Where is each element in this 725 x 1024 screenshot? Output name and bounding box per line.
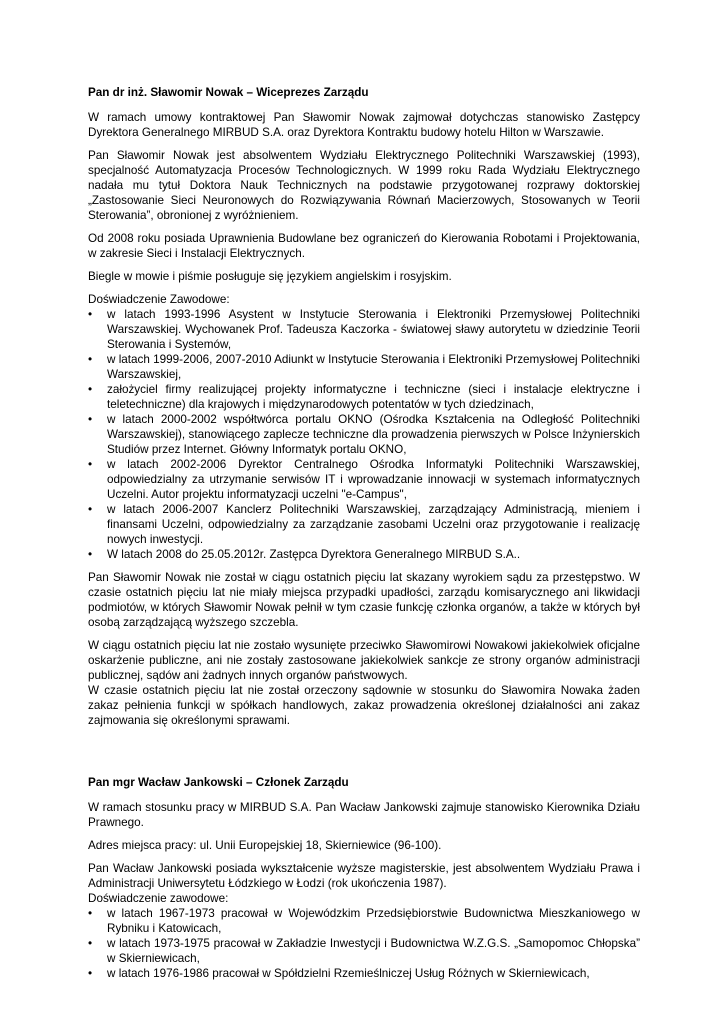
bullet-icon: • [88,308,93,321]
paragraph: Pan Sławomir Nowak nie został w ciągu ostatnich pięciu lat skazany wyrokiem sądu za przestępstwo. W czasie ostatnich pięciu lat nie miały miejsca przypadki upadłości, zarządu komisarycznego ani likwidacji podmiotów, w których Sławomir Nowak pełnił w tym czasie funkcję członka organów, a także w których był osobą zarządzającą wyższego szczebla. [88,571,640,629]
list-item [88,966,640,981]
bullet-icon: • [88,413,93,426]
bullet-icon: • [88,967,93,980]
bullet-icon: • [88,383,93,396]
paragraph: W ramach umowy kontraktowej Pan Sławomir Nowak zajmował dotychczas stanowisko Zastępcy Dyrektora Generalnego MIRBUD S.A. oraz Dyrektora Kontraktu budowy hotelu Hilton w Warszawie. [88,111,640,139]
experience-list-jankowski [88,906,640,981]
paragraph: W ramach stosunku pracy w MIRBUD S.A. Pan Wacław Jankowski zajmuje stanowisko Kierownika Działu Prawnego. [88,801,640,829]
bullet-icon: • [88,548,93,561]
document-page [88,85,640,989]
paragraph: W ciągu ostatnich pięciu lat nie zostało wysunięte przeciwko Sławomirowi Nowakowi jakiekolwiek oficjalne oskarżenie publiczne, ani nie zostały zastosowane jakiekolwiek sankcje ze strony organów administracji publicznej, sądów ani żadnych innych organów państwowych. [88,639,640,682]
list-item [88,906,640,936]
section-heading-jankowski: Pan mgr Wacław Jankowski – Członek Zarządu [88,776,349,789]
list-item [88,547,640,562]
list-item-text: założyciel firmy realizującej projekty informatyczne i techniczne (sieci i instalacje elektryczne i teletechniczne) dla krajowych i międzynarodowych potentatów w tych dziedzinach, [107,383,640,411]
paragraph: Od 2008 roku posiada Uprawnienia Budowlane bez ograniczeń do Kierowania Robotami i Projektowania, w zakresie Sieci i Instalacji Elektrycznych. [88,232,640,260]
bullet-icon: • [88,907,93,920]
bullet-icon: • [88,458,93,471]
experience-label: Doświadczenie zawodowe: [88,892,229,905]
list-item-text: W latach 2008 do 25.05.2012r. Zastępca Dyrektora Generalnego MIRBUD S.A.. [107,548,521,561]
list-item-text: w latach 2002-2006 Dyrektor Centralnego Ośrodka Informatyki Politechniki Warszawskiej, odpowiedzialny za utrzymanie serwisów IT i wprowadzanie innowacji w systemach informatycznych Uczelni. Autor projektu informatyzacji uczelni "e-Campus", [107,458,640,501]
list-item [88,457,640,502]
list-item-text: w latach 2006-2007 Kanclerz Politechniki Warszawskiej, zarządzający Administracją, mieniem i finansami Uczelni, odpowiedzialny za zarządzanie zasobami Uczelni oraz przygotowanie i realizację nowych inwestycji. [107,503,640,546]
bullet-icon: • [88,937,93,950]
list-item-text: w latach 1976-1986 pracował w Spółdzielni Rzemieślniczej Usług Różnych w Skierniewicach, [107,967,590,980]
list-item-text: w latach 2000-2002 współtwórca portalu OKNO (Ośrodka Kształcenia na Odległość Politechniki Warszawskiej), stanowiącego zaplecze techniczne dla prowadzenia pierwszych w Polsce Inżynierskich Studiów przez Internet. Główny Informatyk portalu OKNO, [107,413,640,456]
paragraph: Pan Sławomir Nowak jest absolwentem Wydziału Elektrycznego Politechniki Warszawskiej (1993), specjalność Automatyzacja Procesów Technologicznych. W 1999 roku Rada Wydziału Elektrycznego nadała mu tytuł Doktora Nauk Technicznych na podstawie przygotowanej rozprawy doktorskiej „Zastosowanie Sieci Neuronowych do Rozwiązywania Równań Macierzowych, Stosowanych w Teorii Sterowania”, obronionej z wyróżnieniem. [88,149,640,222]
list-item [88,382,640,412]
list-item-text: w latach 1993-1996 Asystent w Instytucie Sterowania i Elektroniki Przemysłowej Politechniki Warszawskiej. Wychowanek Prof. Tadeusza Kaczorka - światowej sławy autorytetu w dziedzinie Teorii Sterowania i Systemów, [107,308,640,351]
list-item-text: w latach 1999-2006, 2007-2010 Adiunkt w Instytucie Sterowania i Elektroniki Przemysłowej Politechniki Warszawskiej, [107,353,640,381]
list-item-text: w latach 1973-1975 pracował w Zakładzie Inwestycji i Budownictwa W.Z.G.S. „Samopomoc Chłopska” w Skierniewicach, [107,937,640,965]
list-item-text: w latach 1967-1973 pracował w Wojewódzkim Przedsiębiorstwie Budownictwa Mieszkaniowego w Rybniku i Katowicach, [107,907,640,935]
paragraph: W czasie ostatnich pięciu lat nie został orzeczony sądownie w stosunku do Sławomira Nowaka żaden zakaz pełnienia funkcji w spółkach handlowych, zakaz prowadzenia określonej działalności ani zakaz zajmowania się określonymi sprawami. [88,684,640,727]
paragraph: Biegle w mowie i piśmie posługuje się językiem angielskim i rosyjskim. [88,270,452,283]
list-item [88,352,640,382]
bullet-icon: • [88,503,93,516]
list-item [88,502,640,547]
paragraph: Pan Wacław Jankowski posiada wykształcenie wyższe magisterskie, jest absolwentem Wydziału Prawa i Administracji Uniwersytetu Łódzkiego w Łodzi (rok ukończenia 1987). [88,862,640,890]
list-item [88,412,640,457]
list-item [88,307,640,352]
bullet-icon: • [88,353,93,366]
section-spacer [88,736,640,775]
section-heading-nowak: Pan dr inż. Sławomir Nowak – Wiceprezes Zarządu [88,86,369,99]
list-item [88,936,640,966]
experience-label: Doświadczenie Zawodowe: [88,293,230,306]
experience-list-nowak [88,307,640,562]
paragraph: Adres miejsca pracy: ul. Unii Europejskiej 18, Skierniewice (96-100). [88,839,442,852]
